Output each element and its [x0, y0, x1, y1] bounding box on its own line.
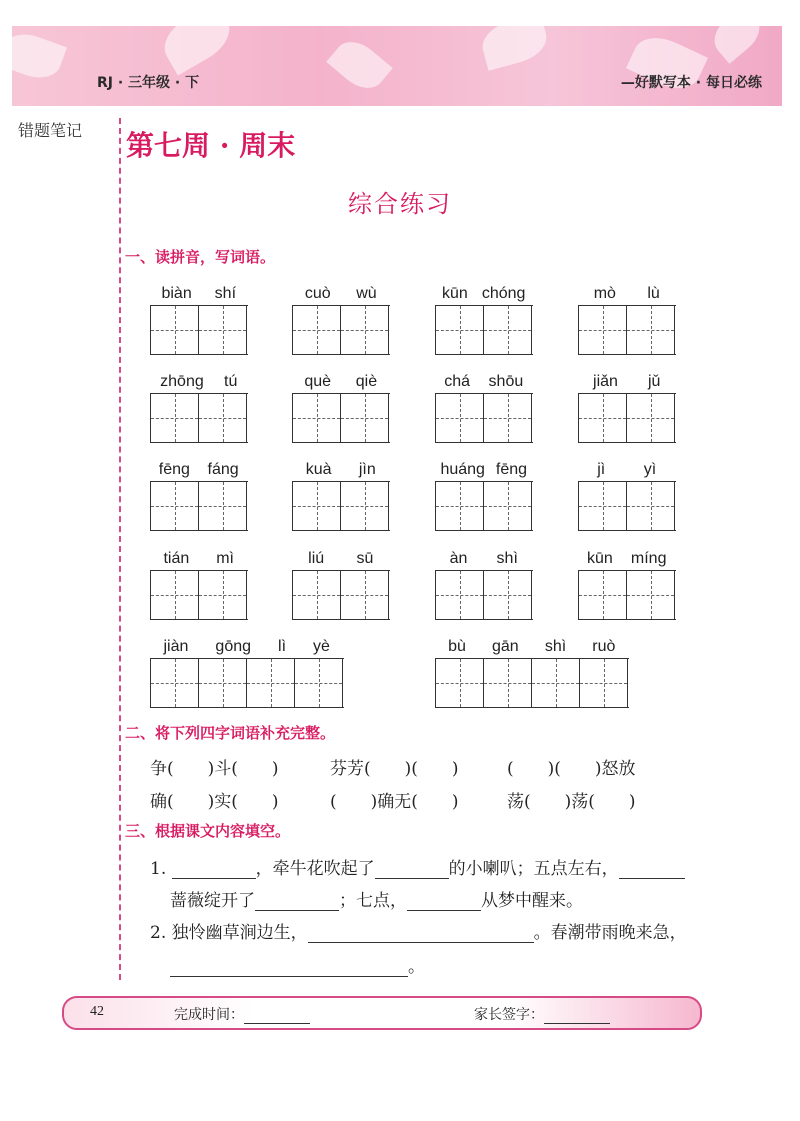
writing-grid: [578, 393, 676, 443]
pinyin-syllable: zhōng: [160, 373, 204, 390]
writing-cell[interactable]: [151, 394, 199, 442]
idiom-item[interactable]: 芬芳( )( ): [330, 759, 459, 779]
pinyin: [435, 371, 533, 393]
word-box: [150, 459, 248, 531]
pinyin-syllable: fáng: [207, 461, 239, 478]
answer-blank[interactable]: [375, 860, 449, 879]
section-3-heading: 三、根据课文内容填空。: [125, 822, 291, 840]
pinyin-syllable: shì: [496, 550, 518, 567]
completion-time-label: 完成时间：: [174, 1007, 244, 1023]
word-box: [292, 459, 390, 531]
writing-cell[interactable]: [247, 659, 295, 707]
word-box: [435, 459, 533, 531]
petal-decoration: [706, 26, 767, 64]
writing-cell[interactable]: [199, 306, 247, 354]
writing-grid: [150, 393, 248, 443]
pinyin-syllable: shí: [214, 285, 237, 302]
pinyin: [292, 283, 390, 305]
pinyin-syllable: jì: [597, 461, 606, 478]
answer-blank[interactable]: [255, 892, 339, 911]
pinyin: [578, 459, 676, 481]
pinyin-syllable: jiǎn: [593, 373, 618, 390]
pinyin-syllable: jǔ: [648, 373, 661, 390]
pinyin: [150, 459, 248, 481]
word-box: [292, 371, 390, 443]
petal-decoration: [155, 26, 238, 75]
writing-cell[interactable]: [436, 659, 484, 707]
pinyin-syllable: gōng: [215, 638, 252, 655]
writing-cell[interactable]: [293, 394, 341, 442]
writing-cell[interactable]: [199, 394, 247, 442]
writing-cell[interactable]: [579, 482, 627, 530]
writing-cell[interactable]: [295, 659, 343, 707]
writing-grid: [435, 658, 629, 708]
petal-decoration: [326, 33, 393, 97]
writing-cell[interactable]: [436, 306, 484, 354]
pinyin-syllable: kuà: [305, 461, 332, 478]
pinyin-syllable: lì: [278, 638, 287, 655]
pinyin-syllable: mò: [593, 285, 616, 302]
petal-decoration: [478, 26, 552, 71]
question-number: 1.: [150, 859, 167, 879]
idiom-item[interactable]: ( )确无( ): [330, 792, 459, 812]
writing-grid: [292, 305, 390, 355]
page-number: 42: [90, 1004, 104, 1019]
pinyin-syllable: tú: [224, 373, 238, 390]
answer-blank[interactable]: [172, 860, 256, 879]
pinyin-syllable: yè: [313, 638, 330, 655]
writing-cell[interactable]: [484, 482, 532, 530]
writing-cell[interactable]: [484, 659, 532, 707]
pinyin-syllable: fēng: [495, 461, 528, 478]
pinyin-syllable: qiè: [355, 373, 378, 390]
pinyin: [578, 283, 676, 305]
pinyin-syllable: gān: [491, 638, 519, 655]
margin-divider: [119, 118, 121, 980]
word-box: [292, 283, 390, 355]
pinyin: [578, 548, 676, 570]
parent-signature-label: 家长签字：: [474, 1007, 544, 1023]
writing-cell[interactable]: [580, 659, 628, 707]
pinyin: [150, 371, 248, 393]
question-2-line-1: [150, 918, 687, 943]
writing-cell[interactable]: [151, 482, 199, 530]
pinyin-syllable: mì: [216, 550, 234, 567]
pinyin-syllable: jiàn: [163, 638, 189, 655]
petal-decoration: [12, 27, 67, 85]
word-box: [435, 548, 533, 620]
section-2-heading: 二、将下列四字词语补充完整。: [125, 724, 336, 742]
pinyin-syllable: jìn: [358, 461, 376, 478]
pinyin-syllable: míng: [630, 550, 667, 567]
writing-cell[interactable]: [627, 306, 675, 354]
writing-cell[interactable]: [151, 571, 199, 619]
header-series: —好默写本 · 每日必练: [620, 75, 762, 91]
answer-blank[interactable]: [170, 958, 408, 977]
writing-cell[interactable]: [484, 394, 532, 442]
writing-grid: [578, 570, 676, 620]
pinyin: [292, 371, 390, 393]
header-grade: RJ · 三年级 · 下: [97, 75, 200, 91]
page-footer: [62, 996, 702, 1030]
pinyin-syllable: què: [304, 373, 332, 390]
writing-cell[interactable]: [436, 571, 484, 619]
idiom-item[interactable]: ( )( )怒放: [507, 759, 636, 779]
writing-cell[interactable]: [341, 482, 389, 530]
writing-grid: [150, 481, 248, 531]
writing-cell[interactable]: [341, 571, 389, 619]
pinyin-syllable: yì: [643, 461, 657, 478]
idiom-item[interactable]: 争( )斗( ): [150, 759, 279, 779]
pinyin-syllable: sū: [356, 550, 374, 567]
writing-grid: [150, 305, 248, 355]
word-box: [578, 459, 676, 531]
question-1-line-2: [170, 886, 583, 911]
question-text: 独怜幽草涧边生，: [171, 923, 308, 943]
pinyin-syllable: cuò: [304, 285, 331, 302]
page-header: [12, 26, 782, 106]
writing-grid: [435, 305, 533, 355]
question-text: ；七点，: [339, 891, 407, 911]
question-text: 蔷薇绽开了: [170, 891, 255, 911]
writing-grid: [292, 570, 390, 620]
pinyin-syllable: kūn: [442, 285, 468, 302]
word-box: [150, 548, 248, 620]
word-box: [150, 283, 248, 355]
writing-cell[interactable]: [199, 482, 247, 530]
pinyin-syllable: ruò: [592, 638, 616, 655]
pinyin-syllable: fēng: [158, 461, 190, 478]
writing-cell[interactable]: [484, 306, 532, 354]
question-text: 。春潮带雨晚来急，: [533, 923, 687, 943]
pinyin: [578, 371, 676, 393]
pinyin-syllable: bù: [448, 638, 466, 655]
word-box: [435, 636, 629, 708]
word-box: [435, 283, 533, 355]
section-1-heading: 一、读拼音，写词语。: [125, 248, 276, 266]
word-box: [578, 283, 676, 355]
writing-cell[interactable]: [627, 482, 675, 530]
question-1-line-1: [150, 854, 685, 879]
pinyin-syllable: shōu: [488, 373, 524, 390]
pinyin-syllable: tián: [163, 550, 190, 567]
writing-cell[interactable]: [293, 482, 341, 530]
pinyin: [150, 636, 344, 658]
writing-cell[interactable]: [579, 571, 627, 619]
question-2-line-2: [170, 952, 425, 977]
writing-grid: [578, 305, 676, 355]
idiom-item[interactable]: 荡( )荡( ): [507, 792, 636, 812]
word-box: [435, 371, 533, 443]
pinyin: [150, 283, 248, 305]
writing-cell[interactable]: [151, 659, 199, 707]
pinyin-syllable: wù: [356, 285, 377, 302]
completion-time-input[interactable]: [244, 1009, 310, 1024]
word-box: [150, 371, 248, 443]
pinyin: [292, 459, 390, 481]
writing-cell[interactable]: [199, 571, 247, 619]
writing-grid: [150, 658, 344, 708]
parent-signature-field: [474, 1004, 610, 1024]
pinyin-syllable: shì: [544, 638, 567, 655]
writing-cell[interactable]: [341, 394, 389, 442]
question-text: 从梦中醒来。: [481, 891, 583, 911]
pinyin-syllable: lù: [647, 285, 660, 302]
pinyin: [292, 548, 390, 570]
pinyin-syllable: biàn: [161, 285, 192, 302]
mistake-notes-label: 错题笔记: [18, 121, 83, 140]
writing-cell[interactable]: [293, 571, 341, 619]
writing-cell[interactable]: [341, 306, 389, 354]
writing-cell[interactable]: [151, 306, 199, 354]
completion-time-field: [174, 1004, 310, 1024]
question-number: 2.: [150, 923, 167, 943]
pinyin-syllable: liú: [308, 550, 325, 567]
writing-grid: [435, 570, 533, 620]
writing-grid: [435, 393, 533, 443]
question-text: 的小喇叭；五点左右，: [448, 859, 619, 879]
writing-cell[interactable]: [436, 394, 484, 442]
pinyin-syllable: huáng: [440, 461, 485, 478]
answer-blank[interactable]: [308, 924, 534, 943]
pinyin-syllable: chóng: [481, 285, 526, 302]
pinyin: [435, 459, 533, 481]
writing-cell[interactable]: [532, 659, 580, 707]
writing-cell[interactable]: [484, 571, 532, 619]
writing-cell[interactable]: [627, 571, 675, 619]
idiom-item[interactable]: 确( )实( ): [150, 792, 279, 812]
word-box: [578, 548, 676, 620]
writing-grid: [292, 481, 390, 531]
answer-blank[interactable]: [407, 892, 481, 911]
pinyin-syllable: àn: [449, 550, 468, 567]
pinyin: [150, 548, 248, 570]
writing-cell[interactable]: [199, 659, 247, 707]
writing-cell[interactable]: [579, 306, 627, 354]
writing-cell[interactable]: [436, 482, 484, 530]
writing-grid: [292, 393, 390, 443]
pinyin-syllable: kūn: [587, 550, 613, 567]
parent-signature-input[interactable]: [544, 1009, 610, 1024]
pinyin-syllable: chá: [444, 373, 471, 390]
question-text: ，牵牛花吹起了: [255, 859, 375, 879]
page-title: 综合练习: [348, 190, 452, 218]
pinyin: [435, 283, 533, 305]
pinyin: [435, 548, 533, 570]
writing-grid: [435, 481, 533, 531]
answer-blank[interactable]: [619, 860, 685, 879]
question-text: 。: [408, 957, 425, 977]
writing-cell[interactable]: [579, 394, 627, 442]
word-box: [292, 548, 390, 620]
writing-cell[interactable]: [627, 394, 675, 442]
word-box: [578, 371, 676, 443]
writing-grid: [578, 481, 676, 531]
writing-cell[interactable]: [293, 306, 341, 354]
pinyin: [435, 636, 629, 658]
writing-grid: [150, 570, 248, 620]
word-box: [150, 636, 344, 708]
week-title: 第七周 · 周末: [126, 129, 296, 162]
